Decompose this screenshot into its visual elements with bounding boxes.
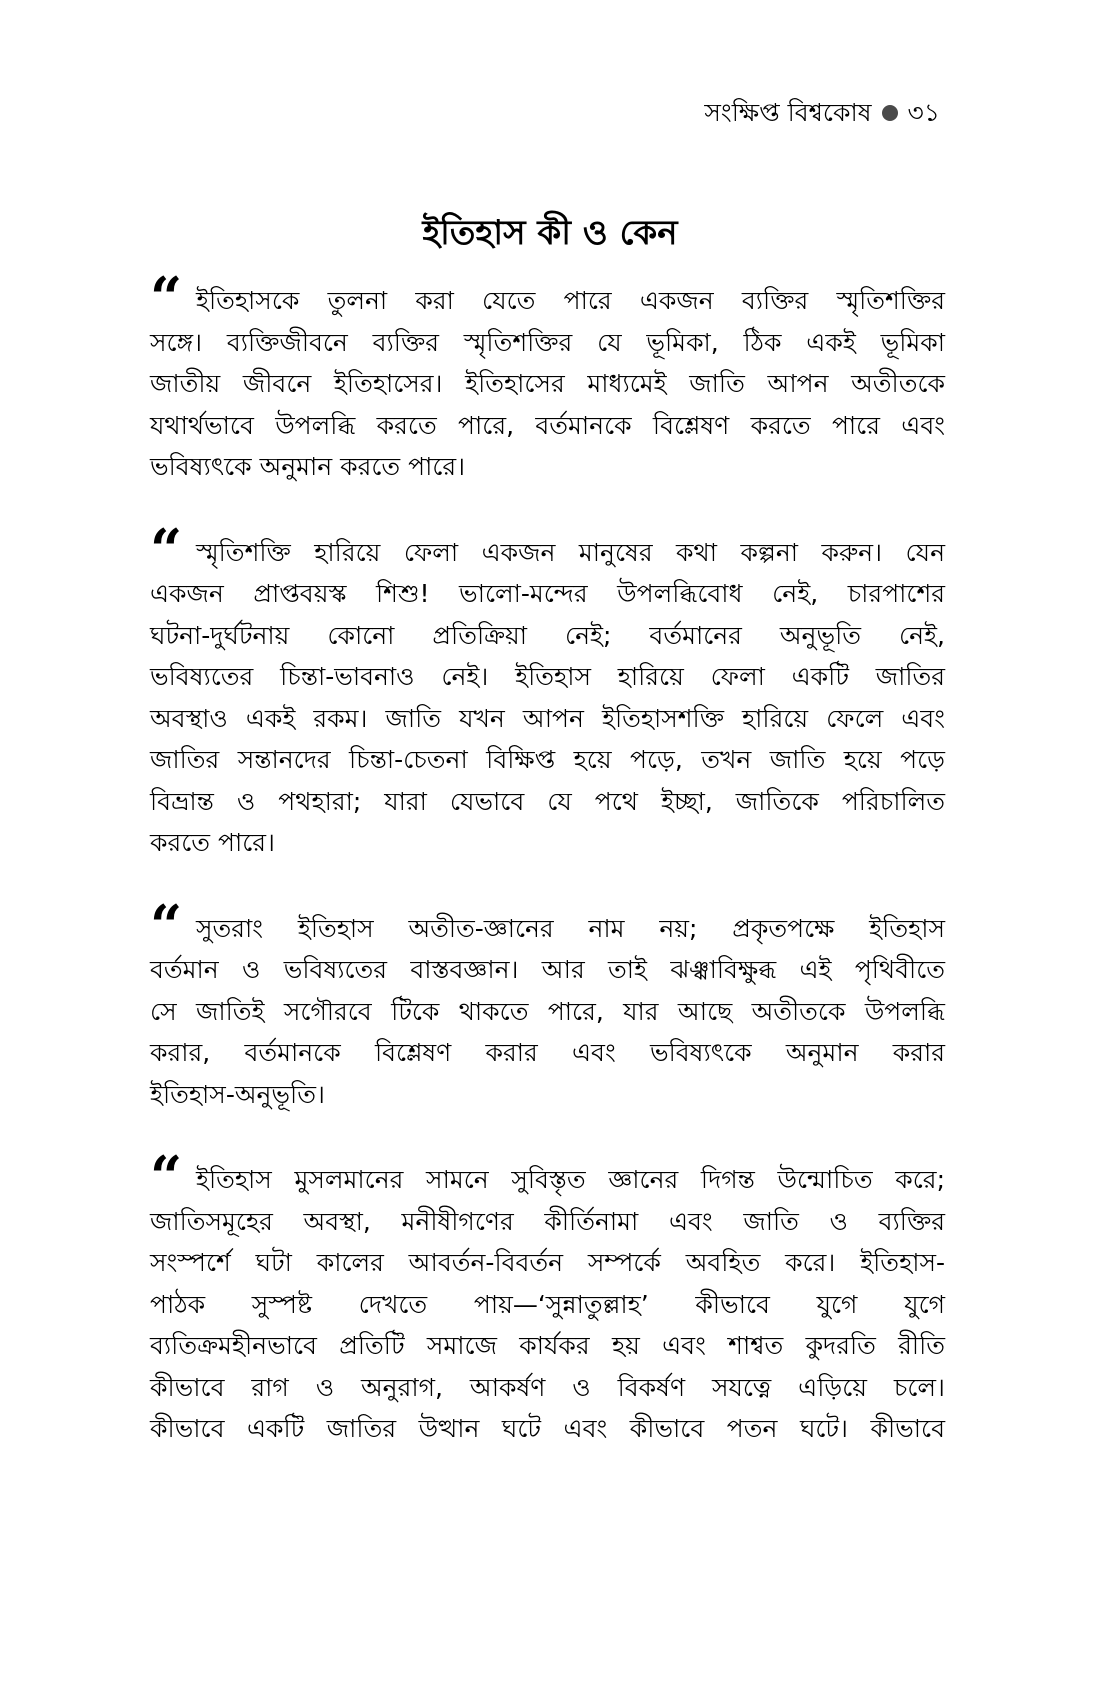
quote-mark-icon: “ bbox=[150, 516, 179, 583]
page-title: ইতিহাস কী ও কেন bbox=[422, 213, 678, 253]
paragraph-2 bbox=[150, 516, 945, 864]
book-title: সংক্ষিপ্ত বিশ্বকোষ bbox=[704, 98, 872, 127]
text-line: সুতরাং ইতিহাস অতীত-জ্ঞানের নাম নয়; প্রকৃতপক্ষে ইতিহাস bbox=[196, 913, 945, 943]
bullet-icon bbox=[882, 105, 898, 121]
text-line: ভবিষ্যৎকে অনুমান করতে পারে। bbox=[150, 452, 466, 481]
quote-mark-icon: “ bbox=[150, 892, 179, 959]
paragraph-3 bbox=[150, 892, 945, 1116]
text-line: ঘটনা-দুর্ঘটনায় কোনো প্রতিক্রিয়া নেই; বর্তমানের অনুভূতি নেই, bbox=[150, 620, 945, 650]
text-line: কীভাবে একটি জাতির উত্থান ঘটে এবং কীভাবে পতন ঘটে। কীভাবে bbox=[150, 1414, 945, 1443]
text-line: সঙ্গে। ব্যক্তিজীবনে ব্যক্তির স্মৃতিশক্তির যে ভূমিকা, ঠিক একই ভূমিকা bbox=[150, 327, 945, 357]
text-line: ব্যতিক্রমহীনভাবে প্রতিটি সমাজে কার্যকর হয় এবং শাশ্বত কুদরতি রীতি bbox=[150, 1331, 945, 1360]
text-line: অবস্থাও একই রকম। জাতি যখন আপন ইতিহাসশক্তি হারিয়ে ফেলে এবং bbox=[150, 703, 945, 733]
text-line: একজন প্রাপ্তবয়স্ক শিশু! ভালো-মন্দের উপলব্ধিবোধ নেই, চারপাশের bbox=[150, 579, 945, 608]
quote-mark-icon: “ bbox=[150, 1144, 179, 1210]
text-line: স্মৃতিশক্তি হারিয়ে ফেলা একজন মানুষের কথা কল্পনা করুন। যেন bbox=[196, 537, 945, 567]
text-line: বিভ্রান্ত ও পথহারা; যারা যেভাবে যে পথে ইচ্ছা, জাতিকে পরিচালিত bbox=[150, 786, 945, 816]
text-line: জাতিসমূহের অবস্থা, মনীষীগণের কীর্তিনামা এবং জাতি ও ব্যক্তির bbox=[150, 1206, 945, 1236]
article-body bbox=[150, 265, 945, 1494]
text-line: জাতির সন্তানদের চিন্তা-চেতনা বিক্ষিপ্ত হয়ে পড়ে, তখন জাতি হয়ে পড়ে bbox=[150, 745, 945, 774]
text-line: কীভাবে রাগ ও অনুরাগ, আকর্ষণ ও বিকর্ষণ সযত্নে এড়িয়ে চলে। bbox=[150, 1372, 945, 1402]
text-line: পাঠক সুস্পষ্ট দেখতে পায়—‘সুন্নাতুল্লাহ’ কীভাবে যুগে যুগে bbox=[150, 1289, 945, 1319]
page-number: ৩১ bbox=[907, 98, 940, 127]
text-line: ভবিষ্যতের চিন্তা-ভাবনাও নেই। ইতিহাস হারিয়ে ফেলা একটি জাতির bbox=[150, 662, 945, 691]
text-line: করতে পারে। bbox=[150, 828, 275, 857]
text-line: ইতিহাস মুসলমানের সামনে সুবিস্তৃত জ্ঞানের দিগন্ত উন্মোচিত করে; bbox=[196, 1165, 945, 1194]
text-line: জাতীয় জীবনে ইতিহাসের। ইতিহাসের মাধ্যমেই জাতি আপন অতীতকে bbox=[150, 369, 945, 398]
running-header bbox=[704, 96, 940, 130]
paragraph-4 bbox=[150, 1144, 945, 1450]
text-line: যথার্থভাবে উপলব্ধি করতে পারে, বর্তমানকে বিশ্লেষণ করতে পারে এবং bbox=[150, 410, 945, 440]
text-line: সংস্পর্শে ঘটা কালের আবর্তন-বিবর্তন সম্পর্কে অবহিত করে। ইতিহাস- bbox=[150, 1248, 945, 1277]
paragraph-1 bbox=[150, 265, 945, 488]
text-line: করার, বর্তমানকে বিশ্লেষণ করার এবং ভবিষ্যৎকে অনুমান করার bbox=[150, 1038, 945, 1067]
text-line: ইতিহাসকে তুলনা করা যেতে পারে একজন ব্যক্তির স্মৃতিশক্তির bbox=[196, 286, 945, 315]
quote-mark-icon: “ bbox=[150, 265, 179, 331]
text-line: ইতিহাস-অনুভূতি। bbox=[150, 1079, 325, 1109]
text-line: সে জাতিই সগৌরবে টিকে থাকতে পারে, যার আছে অতীতকে উপলব্ধি bbox=[150, 996, 945, 1026]
text-line: বর্তমান ও ভবিষ্যতের বাস্তবজ্ঞান। আর তাই ঝঞ্ঝাবিক্ষুব্ধ এই পৃথিবীতে bbox=[150, 955, 945, 984]
